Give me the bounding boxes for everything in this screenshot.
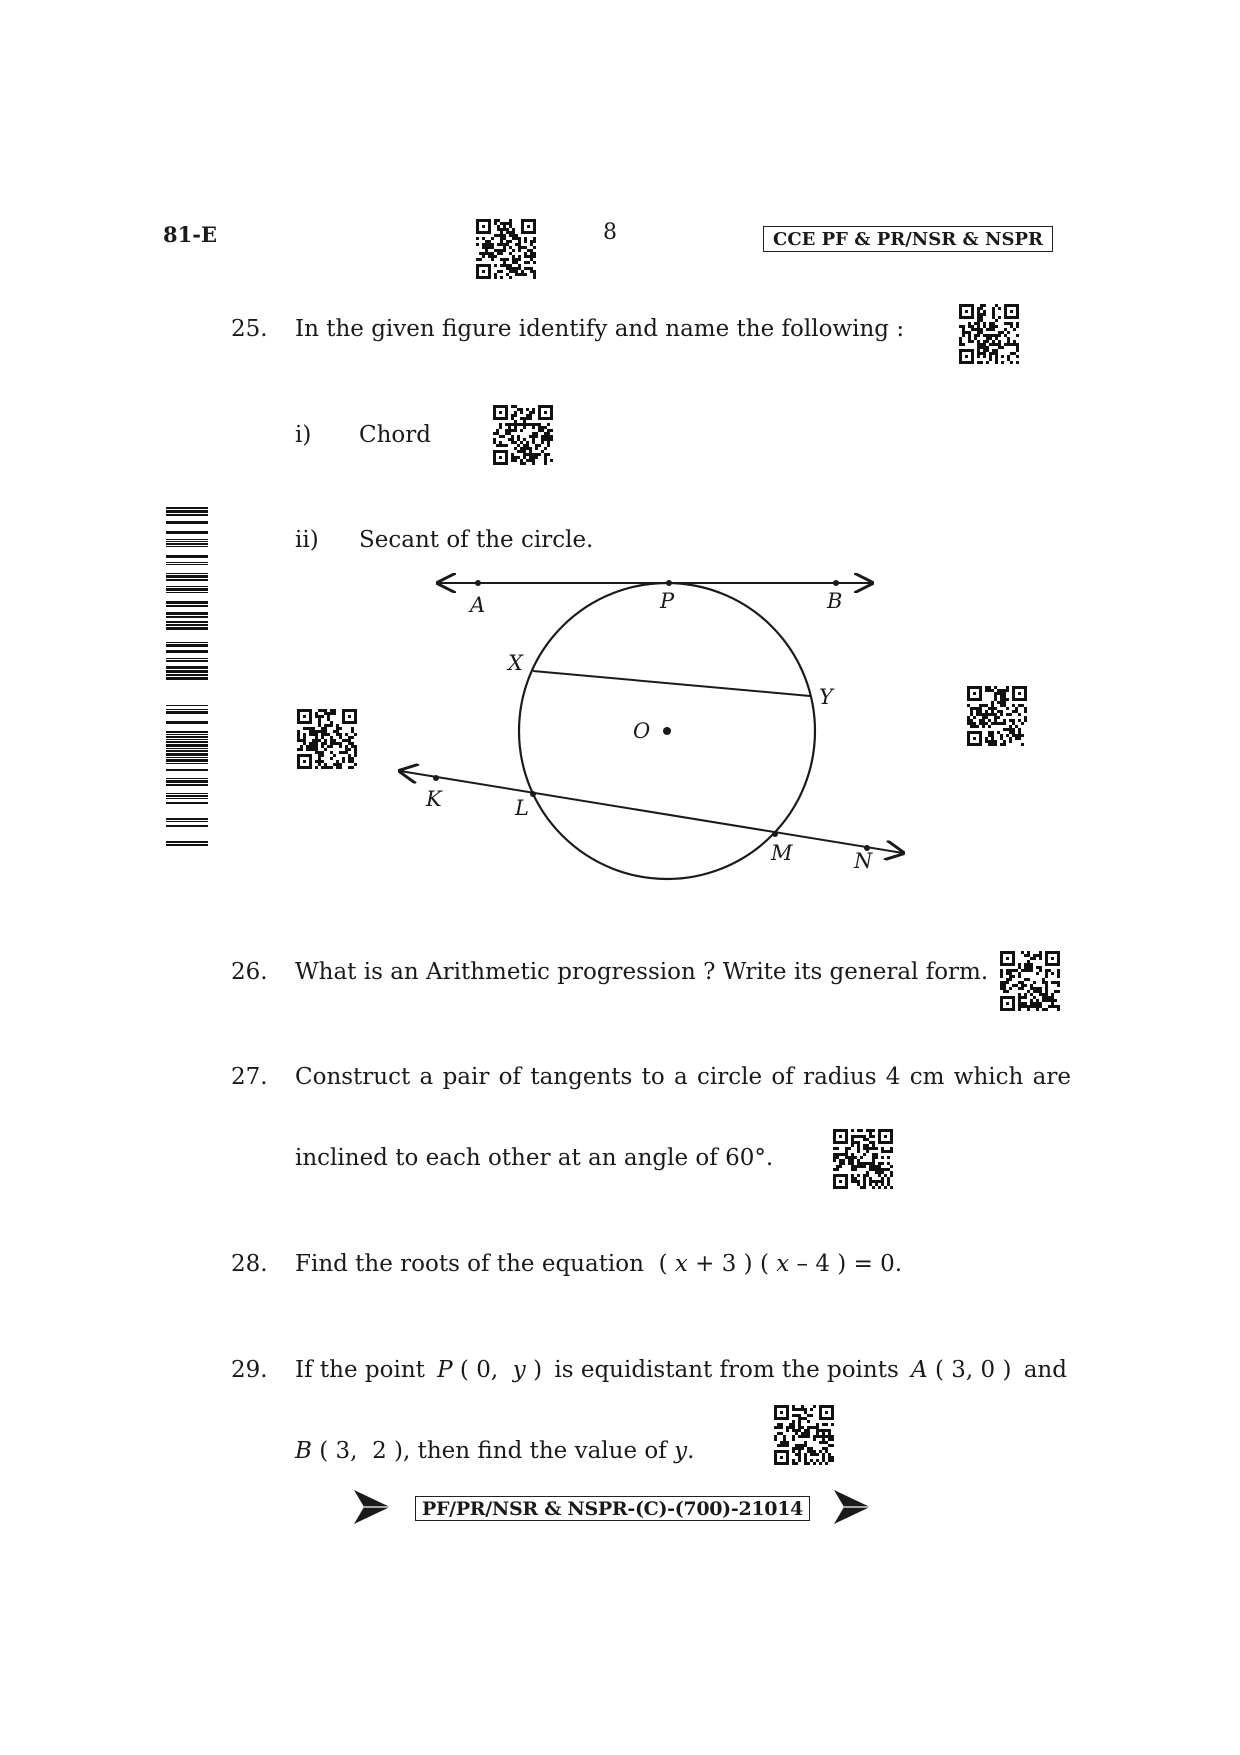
q29-point-a: A ( 3, 0 ) — [911, 1357, 1012, 1383]
label-x: X — [508, 651, 523, 675]
point-o — [663, 727, 671, 735]
label-a: A — [470, 593, 486, 617]
q29-suffix: is equidistant from the points — [554, 1357, 899, 1383]
question-text-line2: B ( 3, 2 ), then find the value of y. — [295, 1438, 695, 1464]
arrow-icon-right — [832, 1488, 872, 1526]
exam-code-box: CCE PF & PR/NSR & NSPR — [763, 226, 1053, 252]
point-p — [666, 580, 672, 586]
label-b: B — [827, 589, 843, 613]
question-number: 28. — [231, 1251, 268, 1277]
question-text: What is an Arithmetic progression ? Write its general form. — [295, 959, 989, 985]
point-a — [475, 580, 481, 586]
point-b — [833, 580, 839, 586]
question-number: 29. — [231, 1357, 268, 1383]
question-text-line2: inclined to each other at an angle of 60°. — [295, 1145, 774, 1171]
question-number: 27. — [231, 1064, 268, 1090]
part-text: Secant of the circle. — [359, 527, 594, 553]
point-k — [433, 775, 439, 781]
label-l: L — [515, 796, 529, 820]
label-m: M — [771, 841, 793, 865]
q29-end: and — [1023, 1357, 1067, 1383]
label-n: N — [854, 849, 873, 873]
footer-code-box: PF/PR/NSR & NSPR-(C)-(700)-21014 — [415, 1496, 810, 1521]
point-m — [772, 831, 778, 837]
point-l — [530, 791, 536, 797]
page-number: 8 — [603, 220, 617, 245]
part-label: i) — [295, 422, 312, 448]
question-number: 26. — [231, 959, 268, 985]
question-text: Find the roots of the equation ( x + 3 ) ( x – 4 ) = 0. — [295, 1251, 903, 1277]
question-number: 25. — [231, 316, 268, 342]
part-label: ii) — [295, 527, 319, 553]
secant-line-kn — [400, 771, 903, 853]
part-text: Chord — [359, 422, 431, 448]
label-o: O — [633, 719, 651, 743]
q29-line2-suffix: , then find the value of — [403, 1438, 667, 1464]
question-text-line1 — [295, 1357, 1067, 1383]
label-y: Y — [819, 685, 833, 709]
arrow-icon-left — [352, 1488, 392, 1526]
q29-point-p: P ( 0, y ) — [437, 1357, 543, 1383]
q29-prefix: If the point — [295, 1357, 425, 1383]
question-text-main: Find the roots of the equation — [295, 1251, 644, 1277]
chord-xy — [533, 671, 810, 696]
label-p: P — [660, 589, 675, 613]
paper-code: 81-E — [163, 222, 217, 247]
question-text-line1: Construct a pair of tangents to a circle of radius 4 cm which are — [295, 1064, 1071, 1090]
label-k: K — [426, 787, 442, 811]
question-text: In the given figure identify and name the following : — [295, 316, 905, 342]
